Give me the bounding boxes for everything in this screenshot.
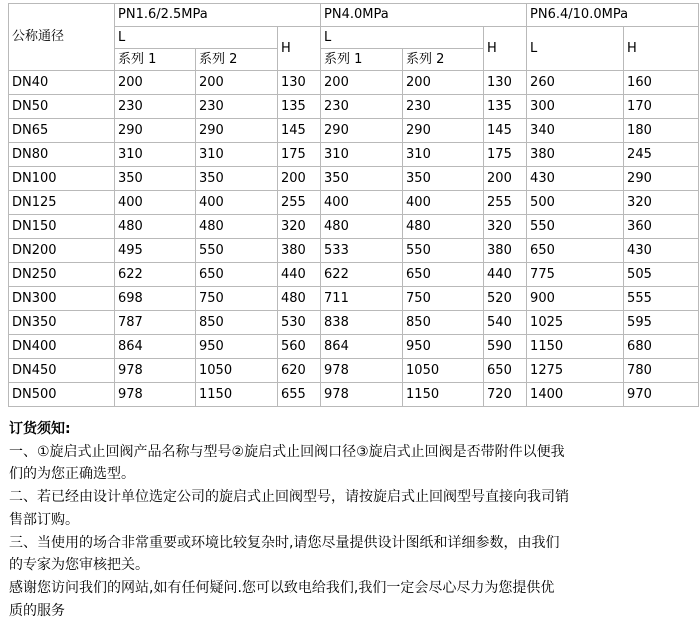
l-header: L xyxy=(115,27,278,49)
table-row xyxy=(9,71,699,95)
table-cell: 170 xyxy=(624,95,699,119)
table-row xyxy=(9,95,699,119)
table-row xyxy=(9,311,699,335)
spec-table xyxy=(8,3,699,407)
table-cell: 200 xyxy=(403,71,484,95)
table-cell: 711 xyxy=(321,287,403,311)
table-cell: 750 xyxy=(403,287,484,311)
table-cell: 320 xyxy=(484,215,527,239)
table-cell: 775 xyxy=(527,263,624,287)
table-cell: 560 xyxy=(278,335,321,359)
table-cell: 1150 xyxy=(196,383,278,407)
table-cell: 864 xyxy=(321,335,403,359)
notes-title: 订货须知: xyxy=(9,421,71,437)
table-cell: 175 xyxy=(484,143,527,167)
table-cell: 533 xyxy=(321,239,403,263)
table-row xyxy=(9,215,699,239)
table-row xyxy=(9,119,699,143)
table-cell: 175 xyxy=(278,143,321,167)
notes-line: 感谢您访问我们的网站,如有任何疑问.您可以致电给我们,我们一定会尽心尽力为您提供优 xyxy=(9,579,555,596)
table-cell: 340 xyxy=(527,119,624,143)
table-cell: 480 xyxy=(278,287,321,311)
h-header: H xyxy=(484,27,527,71)
ordering-notes xyxy=(9,418,649,622)
table-cell: 650 xyxy=(527,239,624,263)
table-cell: 310 xyxy=(403,143,484,167)
table-cell: 360 xyxy=(624,215,699,239)
group-header-pn16: PN1.6/2.5MPa xyxy=(115,4,321,27)
table-cell: 400 xyxy=(196,191,278,215)
table-row xyxy=(9,167,699,191)
series-2-header: 系列 2 xyxy=(403,49,484,71)
group-header-pn40: PN4.0MPa xyxy=(321,4,527,27)
table-cell: 290 xyxy=(321,119,403,143)
table-cell: 1050 xyxy=(196,359,278,383)
table-cell: 978 xyxy=(115,383,196,407)
table-cell: 310 xyxy=(115,143,196,167)
table-cell: 400 xyxy=(403,191,484,215)
table-cell: 430 xyxy=(527,167,624,191)
notes-line: 们的为您正确选型。 xyxy=(9,466,135,483)
table-cell: 950 xyxy=(196,335,278,359)
table-cell: 310 xyxy=(321,143,403,167)
table-cell: 300 xyxy=(527,95,624,119)
table-cell: 245 xyxy=(624,143,699,167)
table-cell: 555 xyxy=(624,287,699,311)
table-cell: 550 xyxy=(196,239,278,263)
notes-body xyxy=(9,441,649,623)
table-cell: 180 xyxy=(624,119,699,143)
table-row xyxy=(9,143,699,167)
table-cell: 350 xyxy=(403,167,484,191)
nominal-diameter-cell: DN100 xyxy=(9,167,115,191)
table-cell: 838 xyxy=(321,311,403,335)
table-cell: 440 xyxy=(484,263,527,287)
table-cell: 780 xyxy=(624,359,699,383)
table-cell: 950 xyxy=(403,335,484,359)
table-cell: 655 xyxy=(278,383,321,407)
table-row xyxy=(9,191,699,215)
table-cell: 970 xyxy=(624,383,699,407)
table-cell: 530 xyxy=(278,311,321,335)
table-cell: 650 xyxy=(403,263,484,287)
table-cell: 350 xyxy=(196,167,278,191)
notes-line: 二、若已经由设计单位选定公司的旋启式止回阀型号，请按旋启式止回阀型号直接向我司销 xyxy=(9,489,569,506)
table-cell: 850 xyxy=(403,311,484,335)
table-cell: 200 xyxy=(278,167,321,191)
nominal-diameter-cell: DN350 xyxy=(9,311,115,335)
notes-line: 质的服务 xyxy=(9,602,65,619)
table-cell: 440 xyxy=(278,263,321,287)
table-cell: 750 xyxy=(196,287,278,311)
table-cell: 350 xyxy=(321,167,403,191)
table-cell: 540 xyxy=(484,311,527,335)
table-cell: 978 xyxy=(115,359,196,383)
table-cell: 505 xyxy=(624,263,699,287)
table-cell: 380 xyxy=(484,239,527,263)
table-cell: 1400 xyxy=(527,383,624,407)
table-cell: 290 xyxy=(403,119,484,143)
table-cell: 622 xyxy=(321,263,403,287)
h-header: H xyxy=(278,27,321,71)
h-header: H xyxy=(624,27,699,71)
table-cell: 1275 xyxy=(527,359,624,383)
nominal-diameter-cell: DN450 xyxy=(9,359,115,383)
table-cell: 130 xyxy=(278,71,321,95)
nominal-diameter-cell: DN150 xyxy=(9,215,115,239)
table-cell: 500 xyxy=(527,191,624,215)
table-cell: 1150 xyxy=(403,383,484,407)
table-cell: 255 xyxy=(484,191,527,215)
nominal-diameter-cell: DN80 xyxy=(9,143,115,167)
table-cell: 400 xyxy=(115,191,196,215)
table-row xyxy=(9,335,699,359)
table-cell: 230 xyxy=(403,95,484,119)
table-cell: 900 xyxy=(527,287,624,311)
table-cell: 130 xyxy=(484,71,527,95)
table-cell: 320 xyxy=(624,191,699,215)
series-1-header: 系列 1 xyxy=(321,49,403,71)
table-cell: 380 xyxy=(527,143,624,167)
nominal-diameter-cell: DN250 xyxy=(9,263,115,287)
table-cell: 200 xyxy=(484,167,527,191)
table-cell: 720 xyxy=(484,383,527,407)
table-cell: 590 xyxy=(484,335,527,359)
group-header-pn64: PN6.4/10.0MPa xyxy=(527,4,699,27)
nominal-diameter-cell: DN50 xyxy=(9,95,115,119)
table-cell: 145 xyxy=(484,119,527,143)
table-cell: 595 xyxy=(624,311,699,335)
table-cell: 200 xyxy=(115,71,196,95)
table-cell: 1025 xyxy=(527,311,624,335)
table-cell: 480 xyxy=(321,215,403,239)
table-cell: 480 xyxy=(403,215,484,239)
table-cell: 430 xyxy=(624,239,699,263)
nominal-diameter-cell: DN125 xyxy=(9,191,115,215)
table-cell: 1150 xyxy=(527,335,624,359)
table-cell: 480 xyxy=(196,215,278,239)
table-row xyxy=(9,287,699,311)
l-header: L xyxy=(321,27,484,49)
table-cell: 787 xyxy=(115,311,196,335)
table-cell: 290 xyxy=(196,119,278,143)
table-cell: 680 xyxy=(624,335,699,359)
l-header: L xyxy=(527,27,624,71)
table-cell: 520 xyxy=(484,287,527,311)
table-cell: 380 xyxy=(278,239,321,263)
notes-line: 售部订购。 xyxy=(9,511,79,528)
table-cell: 230 xyxy=(321,95,403,119)
nominal-diameter-cell: DN40 xyxy=(9,71,115,95)
nominal-diameter-cell: DN300 xyxy=(9,287,115,311)
table-cell: 650 xyxy=(196,263,278,287)
nominal-diameter-cell: DN65 xyxy=(9,119,115,143)
table-cell: 230 xyxy=(196,95,278,119)
nominal-diameter-cell: DN200 xyxy=(9,239,115,263)
table-row xyxy=(9,263,699,287)
table-cell: 260 xyxy=(527,71,624,95)
table-cell: 650 xyxy=(484,359,527,383)
table-cell: 480 xyxy=(115,215,196,239)
table-cell: 200 xyxy=(196,71,278,95)
table-cell: 310 xyxy=(196,143,278,167)
table-cell: 255 xyxy=(278,191,321,215)
table-cell: 200 xyxy=(321,71,403,95)
table-cell: 160 xyxy=(624,71,699,95)
series-2-header: 系列 2 xyxy=(196,49,278,71)
table-cell: 290 xyxy=(624,167,699,191)
table-row xyxy=(9,383,699,407)
table-cell: 978 xyxy=(321,359,403,383)
notes-line: 一、①旋启式止回阀产品名称与型号②旋启式止回阀口径③旋启式止回阀是否带附件以便我 xyxy=(9,443,565,460)
notes-line: 的专家为您审核把关。 xyxy=(9,557,149,574)
table-cell: 135 xyxy=(484,95,527,119)
table-cell: 1050 xyxy=(403,359,484,383)
table-cell: 135 xyxy=(278,95,321,119)
nominal-diameter-cell: DN500 xyxy=(9,383,115,407)
table-cell: 698 xyxy=(115,287,196,311)
table-cell: 350 xyxy=(115,167,196,191)
table-cell: 320 xyxy=(278,215,321,239)
table-cell: 622 xyxy=(115,263,196,287)
table-cell: 550 xyxy=(403,239,484,263)
table-cell: 550 xyxy=(527,215,624,239)
table-cell: 230 xyxy=(115,95,196,119)
table-cell: 400 xyxy=(321,191,403,215)
table-row xyxy=(9,359,699,383)
table-cell: 495 xyxy=(115,239,196,263)
nominal-diameter-cell: DN400 xyxy=(9,335,115,359)
notes-line: 三、当使用的场合非常重要或环境比较复杂时,请您尽量提供设计图纸和详细参数，由我们 xyxy=(9,534,560,551)
table-cell: 850 xyxy=(196,311,278,335)
series-1-header: 系列 1 xyxy=(115,49,196,71)
table-cell: 145 xyxy=(278,119,321,143)
nominal-diameter-header: 公称通径 xyxy=(9,4,115,71)
table-row xyxy=(9,239,699,263)
table-cell: 620 xyxy=(278,359,321,383)
table-cell: 290 xyxy=(115,119,196,143)
table-cell: 978 xyxy=(321,383,403,407)
table-cell: 864 xyxy=(115,335,196,359)
